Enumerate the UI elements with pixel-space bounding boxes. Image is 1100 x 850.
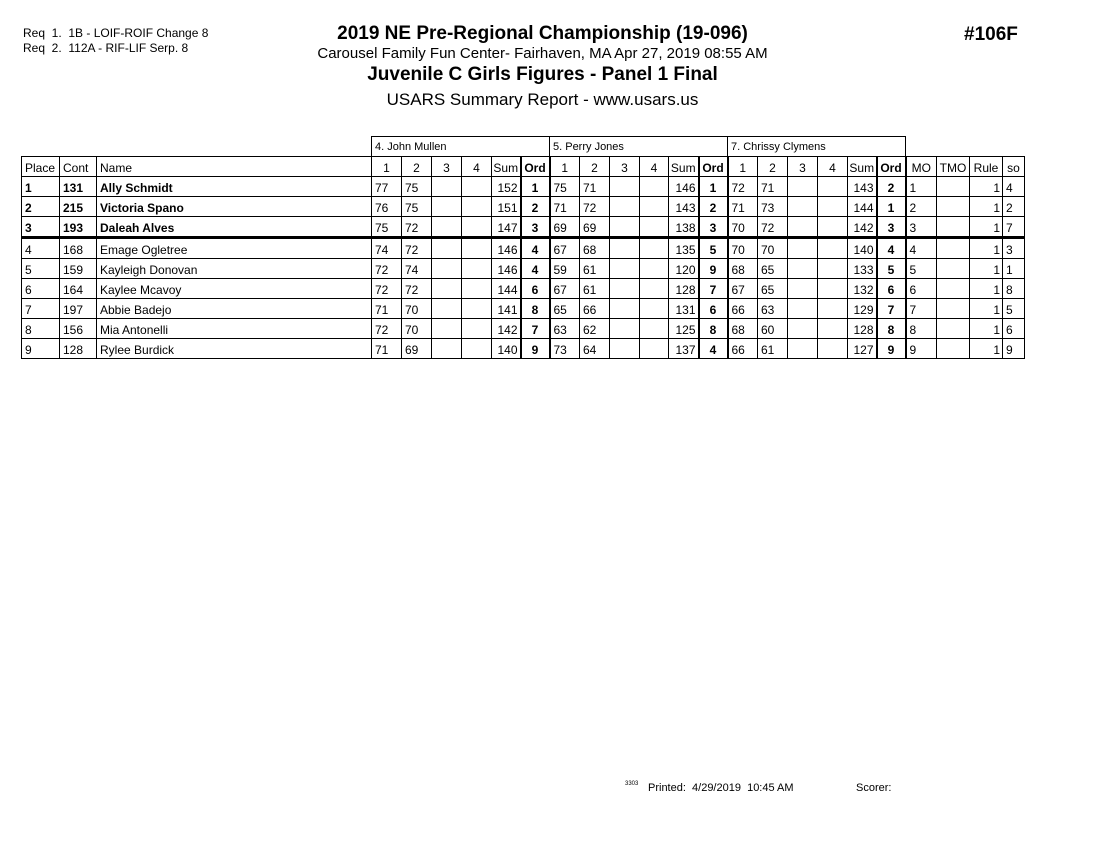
ordinal-cell: 3 (699, 217, 728, 238)
tmo-cell (937, 339, 970, 359)
competition-title: 2019 NE Pre-Regional Championship (19-096) (337, 23, 748, 44)
ordinal-cell: 1 (521, 177, 550, 197)
score-cell: 71 (580, 177, 610, 197)
skater-name: Kaylee Mcavoy (97, 279, 372, 299)
cont-cell: 168 (60, 238, 97, 259)
cont-cell: 193 (60, 217, 97, 238)
score-cell: 61 (758, 339, 788, 359)
score-cell (818, 259, 848, 279)
score-cell: 72 (372, 319, 402, 339)
mo-cell: 8 (906, 319, 937, 339)
tmo-cell (937, 217, 970, 238)
score-cell (788, 197, 818, 217)
score-cell (788, 177, 818, 197)
score-cell: 59 (550, 259, 580, 279)
cont-cell: 197 (60, 299, 97, 319)
table-row (22, 197, 1025, 217)
cont-cell: 159 (60, 259, 97, 279)
score-cell (432, 319, 462, 339)
place-cell: 2 (22, 197, 60, 217)
table-row (22, 279, 1025, 299)
score-cell (462, 238, 492, 259)
score-cell: 70 (728, 217, 758, 238)
place-cell: 6 (22, 279, 60, 299)
cont-cell: 164 (60, 279, 97, 299)
ordinal-cell: 3 (521, 217, 550, 238)
sum-cell: 143 (848, 177, 877, 197)
score-cell: 69 (550, 217, 580, 238)
sum-cell: 147 (492, 217, 521, 238)
mo-cell: 5 (906, 259, 937, 279)
printed-timestamp: Printed: 4/29/2019 10:45 AM (648, 782, 794, 794)
score-cell (610, 197, 640, 217)
judge-3-name: 7. Chrissy Clymens (728, 137, 906, 157)
event-code: #106F (964, 24, 1018, 45)
score-cell: 74 (372, 238, 402, 259)
judge-header-row (22, 137, 1025, 157)
place-cell: 8 (22, 319, 60, 339)
sum-cell: 128 (848, 319, 877, 339)
sum-cell: 137 (669, 339, 699, 359)
header-name: Name (97, 157, 372, 177)
sum-cell: 135 (669, 238, 699, 259)
sum-cell: 143 (669, 197, 699, 217)
score-cell (818, 299, 848, 319)
header-ord: Ord (877, 157, 906, 177)
requirement-1: Req 1. 1B - LOIF-ROIF Change 8 (23, 26, 209, 40)
mo-cell: 4 (906, 238, 937, 259)
score-cell (640, 299, 669, 319)
table-row (22, 259, 1025, 279)
score-cell (610, 217, 640, 238)
table-row (22, 299, 1025, 319)
ordinal-cell: 1 (877, 197, 906, 217)
ordinal-cell: 9 (521, 339, 550, 359)
score-cell: 61 (580, 279, 610, 299)
header-score-s4: 4 (818, 157, 848, 177)
score-cell: 71 (550, 197, 580, 217)
score-cell: 65 (550, 299, 580, 319)
mo-cell: 3 (906, 217, 937, 238)
ordinal-cell: 6 (521, 279, 550, 299)
ordinal-cell: 5 (877, 259, 906, 279)
so-cell: 6 (1003, 319, 1025, 339)
score-cell (788, 299, 818, 319)
sum-cell: 120 (669, 259, 699, 279)
score-cell: 71 (372, 339, 402, 359)
table-row (22, 319, 1025, 339)
score-cell: 60 (758, 319, 788, 339)
score-cell (610, 238, 640, 259)
score-cell: 75 (402, 177, 432, 197)
score-cell (432, 177, 462, 197)
score-cell: 70 (402, 319, 432, 339)
footer-mark: 3303 (625, 781, 639, 787)
score-cell (432, 238, 462, 259)
requirement-2: Req 2. 112A - RIF-LIF Serp. 8 (23, 41, 189, 55)
ordinal-cell: 4 (521, 238, 550, 259)
score-cell (640, 238, 669, 259)
header-score-s1: 1 (728, 157, 758, 177)
score-cell (818, 339, 848, 359)
skater-name: Mia Antonelli (97, 319, 372, 339)
results-body (22, 177, 1025, 359)
ordinal-cell: 1 (699, 177, 728, 197)
sum-cell: 128 (669, 279, 699, 299)
score-cell (640, 177, 669, 197)
rule-cell: 1 (970, 259, 1003, 279)
tmo-cell (937, 279, 970, 299)
tmo-cell (937, 197, 970, 217)
tmo-cell (937, 259, 970, 279)
header-tmo: TMO (937, 157, 970, 177)
judge-1-name: 4. John Mullen (372, 137, 550, 157)
score-cell (640, 339, 669, 359)
skater-name: Emage Ogletree (97, 238, 372, 259)
score-cell (462, 259, 492, 279)
place-cell: 1 (22, 177, 60, 197)
ordinal-cell: 7 (877, 299, 906, 319)
score-cell (788, 279, 818, 299)
ordinal-cell: 2 (877, 177, 906, 197)
tmo-cell (937, 299, 970, 319)
score-cell (640, 259, 669, 279)
so-cell: 7 (1003, 217, 1025, 238)
header-place: Place (22, 157, 60, 177)
score-cell: 66 (728, 299, 758, 319)
score-cell (432, 339, 462, 359)
score-cell (462, 217, 492, 238)
ordinal-cell: 4 (699, 339, 728, 359)
so-cell: 3 (1003, 238, 1025, 259)
score-cell (610, 319, 640, 339)
event-title: Juvenile C Girls Figures - Panel 1 Final (367, 64, 718, 85)
skater-name: Kayleigh Donovan (97, 259, 372, 279)
header-score-s4: 4 (462, 157, 492, 177)
cont-cell: 131 (60, 177, 97, 197)
score-cell (610, 279, 640, 299)
score-cell: 71 (372, 299, 402, 319)
rule-cell: 1 (970, 319, 1003, 339)
score-cell (432, 217, 462, 238)
score-cell (610, 177, 640, 197)
score-cell (432, 279, 462, 299)
sum-cell: 146 (492, 259, 521, 279)
score-cell: 62 (580, 319, 610, 339)
so-cell: 1 (1003, 259, 1025, 279)
sum-cell: 131 (669, 299, 699, 319)
ordinal-cell: 4 (877, 238, 906, 259)
table-row (22, 217, 1025, 238)
sum-cell: 127 (848, 339, 877, 359)
score-cell (818, 217, 848, 238)
score-cell: 72 (372, 279, 402, 299)
sum-cell: 132 (848, 279, 877, 299)
score-cell: 65 (758, 279, 788, 299)
header-ord: Ord (699, 157, 728, 177)
score-cell: 72 (580, 197, 610, 217)
score-cell (788, 339, 818, 359)
score-cell: 73 (758, 197, 788, 217)
score-cell (818, 197, 848, 217)
place-cell: 5 (22, 259, 60, 279)
score-cell: 66 (728, 339, 758, 359)
table-row (22, 177, 1025, 197)
score-cell (640, 197, 669, 217)
ordinal-cell: 4 (521, 259, 550, 279)
header-score-s2: 2 (758, 157, 788, 177)
score-cell: 61 (580, 259, 610, 279)
score-cell (610, 259, 640, 279)
score-cell (640, 217, 669, 238)
ordinal-cell: 8 (521, 299, 550, 319)
score-cell: 68 (728, 259, 758, 279)
score-cell: 71 (758, 177, 788, 197)
place-cell: 9 (22, 339, 60, 359)
place-cell: 7 (22, 299, 60, 319)
score-cell: 72 (402, 279, 432, 299)
score-cell (818, 279, 848, 299)
header-score-s1: 1 (372, 157, 402, 177)
report-title: USARS Summary Report - www.usars.us (386, 90, 699, 109)
sum-cell: 142 (848, 217, 877, 238)
score-cell (818, 319, 848, 339)
ordinal-cell: 5 (699, 238, 728, 259)
cont-cell: 156 (60, 319, 97, 339)
sum-cell: 144 (492, 279, 521, 299)
results-table (21, 136, 1025, 359)
ordinal-cell: 8 (877, 319, 906, 339)
cont-cell: 215 (60, 197, 97, 217)
skater-name: Ally Schmidt (97, 177, 372, 197)
header-cont: Cont (60, 157, 97, 177)
cont-cell: 128 (60, 339, 97, 359)
score-cell: 70 (758, 238, 788, 259)
score-cell: 70 (728, 238, 758, 259)
score-cell (462, 339, 492, 359)
score-cell: 69 (580, 217, 610, 238)
score-cell: 72 (402, 217, 432, 238)
header-score-s2: 2 (580, 157, 610, 177)
score-cell (640, 279, 669, 299)
sum-cell: 133 (848, 259, 877, 279)
table-row (22, 339, 1025, 359)
tmo-cell (937, 238, 970, 259)
score-cell (818, 177, 848, 197)
score-cell (462, 299, 492, 319)
skater-name: Daleah Alves (97, 217, 372, 238)
header-sum: Sum (848, 157, 877, 177)
score-cell: 67 (728, 279, 758, 299)
header-sum: Sum (492, 157, 521, 177)
score-cell: 64 (580, 339, 610, 359)
tmo-cell (937, 319, 970, 339)
score-cell (788, 217, 818, 238)
sum-cell: 146 (669, 177, 699, 197)
score-cell (610, 339, 640, 359)
mo-cell: 2 (906, 197, 937, 217)
ordinal-cell: 9 (877, 339, 906, 359)
score-cell (788, 259, 818, 279)
header-score-s2: 2 (402, 157, 432, 177)
skater-name: Victoria Spano (97, 197, 372, 217)
so-cell: 9 (1003, 339, 1025, 359)
ordinal-cell: 7 (699, 279, 728, 299)
rule-cell: 1 (970, 339, 1003, 359)
header-mo: MO (906, 157, 937, 177)
score-cell: 68 (728, 319, 758, 339)
header-score-s3: 3 (788, 157, 818, 177)
header-score-s4: 4 (640, 157, 669, 177)
sum-cell: 138 (669, 217, 699, 238)
sum-cell: 144 (848, 197, 877, 217)
score-cell (432, 259, 462, 279)
score-cell: 68 (580, 238, 610, 259)
sum-cell: 142 (492, 319, 521, 339)
tmo-cell (937, 177, 970, 197)
score-cell: 72 (758, 217, 788, 238)
score-cell (788, 238, 818, 259)
skater-name: Rylee Burdick (97, 339, 372, 359)
score-cell: 70 (402, 299, 432, 319)
score-cell: 74 (402, 259, 432, 279)
score-cell: 66 (580, 299, 610, 319)
ordinal-cell: 9 (699, 259, 728, 279)
place-cell: 4 (22, 238, 60, 259)
ordinal-cell: 3 (877, 217, 906, 238)
score-cell (462, 319, 492, 339)
rule-cell: 1 (970, 299, 1003, 319)
rule-cell: 1 (970, 197, 1003, 217)
score-cell: 75 (402, 197, 432, 217)
score-cell: 63 (758, 299, 788, 319)
sum-cell: 140 (848, 238, 877, 259)
score-cell: 63 (550, 319, 580, 339)
scorer-label: Scorer: (856, 782, 892, 794)
rule-cell: 1 (970, 279, 1003, 299)
rule-cell: 1 (970, 217, 1003, 238)
score-cell: 67 (550, 279, 580, 299)
place-cell: 3 (22, 217, 60, 238)
table-row (22, 238, 1025, 259)
rule-cell: 1 (970, 177, 1003, 197)
ordinal-cell: 2 (699, 197, 728, 217)
sum-cell: 151 (492, 197, 521, 217)
header-rule: Rule (970, 157, 1003, 177)
ordinal-cell: 8 (699, 319, 728, 339)
so-cell: 2 (1003, 197, 1025, 217)
score-cell (462, 197, 492, 217)
mo-cell: 1 (906, 177, 937, 197)
score-cell: 71 (728, 197, 758, 217)
column-header-row (22, 157, 1025, 177)
score-cell: 72 (728, 177, 758, 197)
skater-name: Abbie Badejo (97, 299, 372, 319)
so-cell: 4 (1003, 177, 1025, 197)
sum-cell: 129 (848, 299, 877, 319)
header-ord: Ord (521, 157, 550, 177)
score-cell: 77 (372, 177, 402, 197)
mo-cell: 6 (906, 279, 937, 299)
ordinal-cell: 2 (521, 197, 550, 217)
score-cell: 65 (758, 259, 788, 279)
score-cell: 72 (372, 259, 402, 279)
mo-cell: 7 (906, 299, 937, 319)
score-cell (432, 299, 462, 319)
score-cell: 75 (550, 177, 580, 197)
score-cell (610, 299, 640, 319)
score-cell: 75 (372, 217, 402, 238)
score-cell (640, 319, 669, 339)
sum-cell: 146 (492, 238, 521, 259)
mo-cell: 9 (906, 339, 937, 359)
judge-2-name: 5. Perry Jones (550, 137, 728, 157)
header-score-s1: 1 (550, 157, 580, 177)
score-cell (462, 279, 492, 299)
header-so: so (1003, 157, 1025, 177)
so-cell: 8 (1003, 279, 1025, 299)
ordinal-cell: 7 (521, 319, 550, 339)
score-cell: 69 (402, 339, 432, 359)
score-cell: 72 (402, 238, 432, 259)
ordinal-cell: 6 (877, 279, 906, 299)
score-cell: 67 (550, 238, 580, 259)
header-score-s3: 3 (432, 157, 462, 177)
venue-datetime: Carousel Family Fun Center- Fairhaven, MA Apr 27, 2019 08:55 AM (317, 45, 768, 62)
ordinal-cell: 6 (699, 299, 728, 319)
header-score-s3: 3 (610, 157, 640, 177)
score-cell: 76 (372, 197, 402, 217)
sum-cell: 152 (492, 177, 521, 197)
header-sum: Sum (669, 157, 699, 177)
sum-cell: 125 (669, 319, 699, 339)
score-cell (818, 238, 848, 259)
sum-cell: 141 (492, 299, 521, 319)
score-cell: 73 (550, 339, 580, 359)
rule-cell: 1 (970, 238, 1003, 259)
score-cell (432, 197, 462, 217)
so-cell: 5 (1003, 299, 1025, 319)
sum-cell: 140 (492, 339, 521, 359)
score-cell (462, 177, 492, 197)
score-cell (788, 319, 818, 339)
